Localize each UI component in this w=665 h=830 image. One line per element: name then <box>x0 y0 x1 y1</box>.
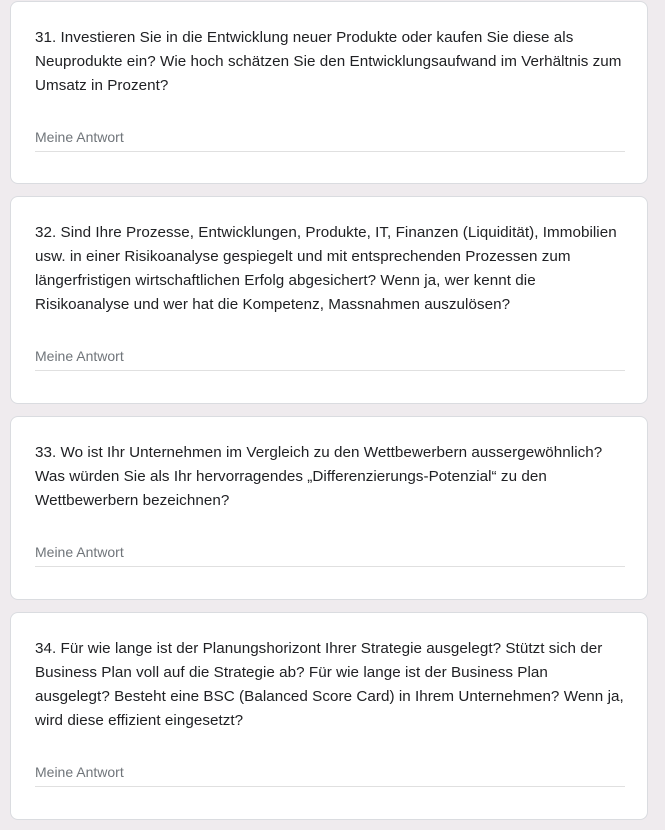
answer-placeholder-32: Meine Antwort <box>35 348 124 364</box>
question-text-32 <box>35 221 625 317</box>
question-text-33 <box>35 441 625 513</box>
question-text-34-content: 34. Für wie lange ist der Planungshorizont Ihrer Strategie ausgelegt? Stützt sich der Business Plan voll auf die Strategie ab? Für wie lange ist der Business Plan ausgelegt? Besteht eine BSC (Balanced Score Card) in Ihrem Unternehmen? Wenn ja, wird diese effizient eingesetzt? <box>35 640 624 729</box>
question-card-34 <box>10 612 648 820</box>
question-text-31-content: 31. Investieren Sie in die Entwicklung neuer Produkte oder kaufen Sie diese als Neuprodukte ein? Wie hoch schätzen Sie den Entwicklungsaufwand im Verhältnis zum Umsatz in Prozent? <box>35 29 622 94</box>
question-text-34 <box>35 637 625 733</box>
question-card-33 <box>10 416 648 600</box>
question-text-33-content: 33. Wo ist Ihr Unternehmen im Vergleich zu den Wettbewerbern aussergewöhnlich? Was würden Sie als Ihr hervorragendes „Differenzierungs-Potenzial“ zu den Wettbewerbern bezeichnen? <box>35 444 603 509</box>
question-card-32 <box>10 196 648 404</box>
question-text-31 <box>35 26 625 98</box>
question-card-31 <box>10 1 648 184</box>
answer-input-33[interactable] <box>35 539 625 567</box>
answer-placeholder-33: Meine Antwort <box>35 544 124 560</box>
answer-input-34[interactable] <box>35 759 625 787</box>
answer-placeholder-31: Meine Antwort <box>35 129 124 145</box>
question-text-32-content: 32. Sind Ihre Prozesse, Entwicklungen, Produkte, IT, Finanzen (Liquidität), Immobilien usw. in einer Risikoanalyse gespiegelt und mit entsprechenden Prozessen zum längerfristigen wirtschaftlichen Erfolg abgesichert? Wenn ja, wer kennt die Risikoanalyse und wer hat die Kompetenz, Massnahmen auszulösen? <box>35 224 617 313</box>
answer-placeholder-34: Meine Antwort <box>35 764 124 780</box>
answer-input-32[interactable] <box>35 343 625 371</box>
answer-input-31[interactable] <box>35 124 625 152</box>
